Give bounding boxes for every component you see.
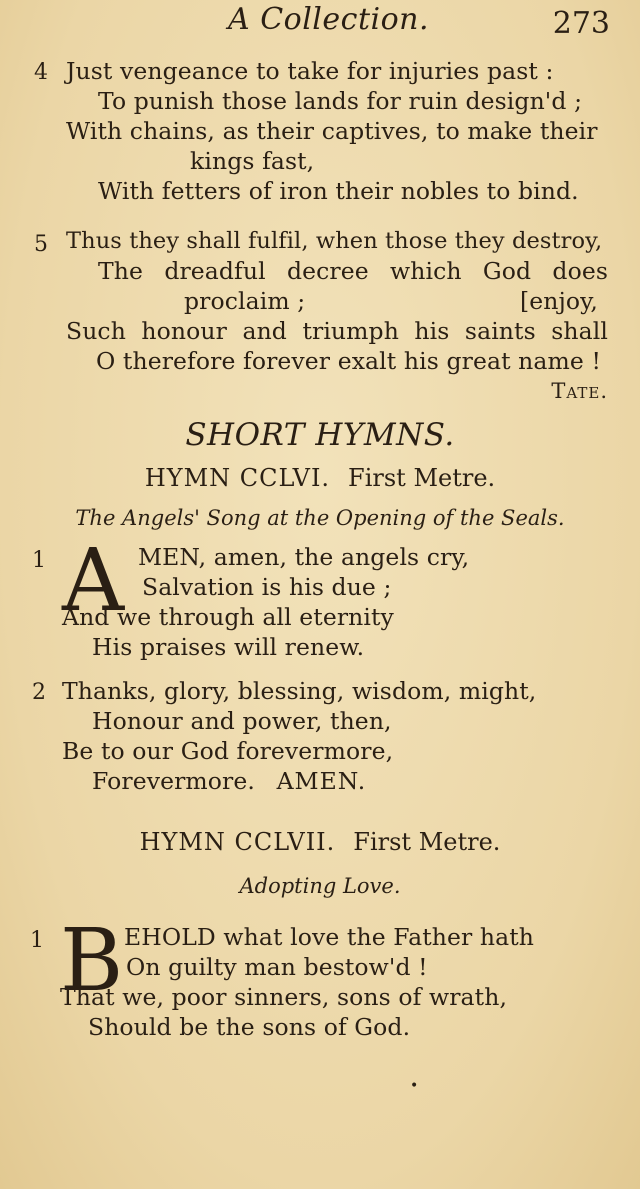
verse-line-justified [66, 316, 608, 346]
hymn-title: The Angels' Song at the Opening of the Seals. [75, 506, 565, 530]
verse-line: Should be the sons of God. [88, 1013, 411, 1041]
word: shall [551, 317, 608, 345]
verse-number: 2 [32, 680, 46, 705]
verse-line-justified [98, 256, 608, 286]
verse-number: 1 [32, 548, 46, 573]
running-title: A Collection. [228, 2, 430, 37]
word: saints [464, 317, 536, 345]
verse-line: proclaim ; [184, 287, 306, 315]
running-head [0, 2, 640, 42]
word: The [98, 257, 144, 285]
verse-number: 5 [34, 232, 48, 257]
verse-line: EHOLD what love the Father hath [124, 923, 535, 951]
verse-line: With fetters of iron their nobles to bind. [98, 177, 579, 205]
verse-line: His praises will renew. [92, 633, 365, 661]
hymn-heading [0, 464, 640, 492]
hymn-heading [0, 828, 640, 856]
word: decree [286, 257, 369, 285]
hymn-number: HYMN CCLVII. [139, 828, 336, 856]
word: honour [141, 317, 227, 345]
hymn-number: HYMN CCLVI. [144, 464, 331, 492]
verse-line: Salvation is his due ; [142, 573, 392, 601]
verse-line: Be to our God forevermore, [62, 737, 394, 765]
printer-ornament: • [410, 1078, 419, 1094]
verse-number: 1 [30, 928, 44, 953]
word: Such [66, 317, 126, 345]
verse-text: Forevermore. [92, 767, 255, 795]
verse-line: O therefore forever exalt his great name ! [96, 347, 602, 375]
verse-line: And we through all eternity [62, 603, 394, 631]
verse-line: MEN, amen, the angels cry, [138, 543, 470, 571]
hymn-meter: First Metre. [353, 828, 501, 856]
hymn-meter: First Metre. [348, 464, 496, 492]
author-attribution: Tate. [551, 379, 608, 403]
word: triumph [302, 317, 399, 345]
word: which [390, 257, 462, 285]
word: dreadful [164, 257, 266, 285]
verse-line: With chains, as their captives, to make their [66, 117, 598, 145]
word: God [482, 257, 532, 285]
verse-line: Just vengeance to take for injuries past : [66, 57, 554, 85]
drop-cap: A [62, 531, 125, 631]
page-number: 273 [552, 6, 610, 41]
verse-line: Thanks, glory, blessing, wisdom, might, [62, 677, 537, 705]
hymn-title: Adopting Love. [239, 874, 401, 898]
verse-line: To punish those lands for ruin design'd ; [98, 87, 583, 115]
verse-line-turnover: [enjoy, [520, 287, 598, 315]
verse-line: That we, poor sinners, sons of wrath, [60, 983, 508, 1011]
verse-number: 4 [34, 60, 48, 85]
verse-line: Thus they shall fulfil, when those they destroy, [66, 228, 603, 254]
verse-line: Honour and power, then, [92, 707, 392, 735]
verse-line [92, 766, 366, 796]
section-title: SHORT HYMNS. [185, 417, 455, 453]
word: his [414, 317, 450, 345]
drop-cap: B [60, 911, 124, 1011]
verse-line: On guilty man bestow'd ! [126, 953, 428, 981]
word: and [242, 317, 287, 345]
verse-line: kings fast, [190, 147, 315, 175]
word: does [552, 257, 608, 285]
amen-text: AMEN. [276, 767, 367, 795]
